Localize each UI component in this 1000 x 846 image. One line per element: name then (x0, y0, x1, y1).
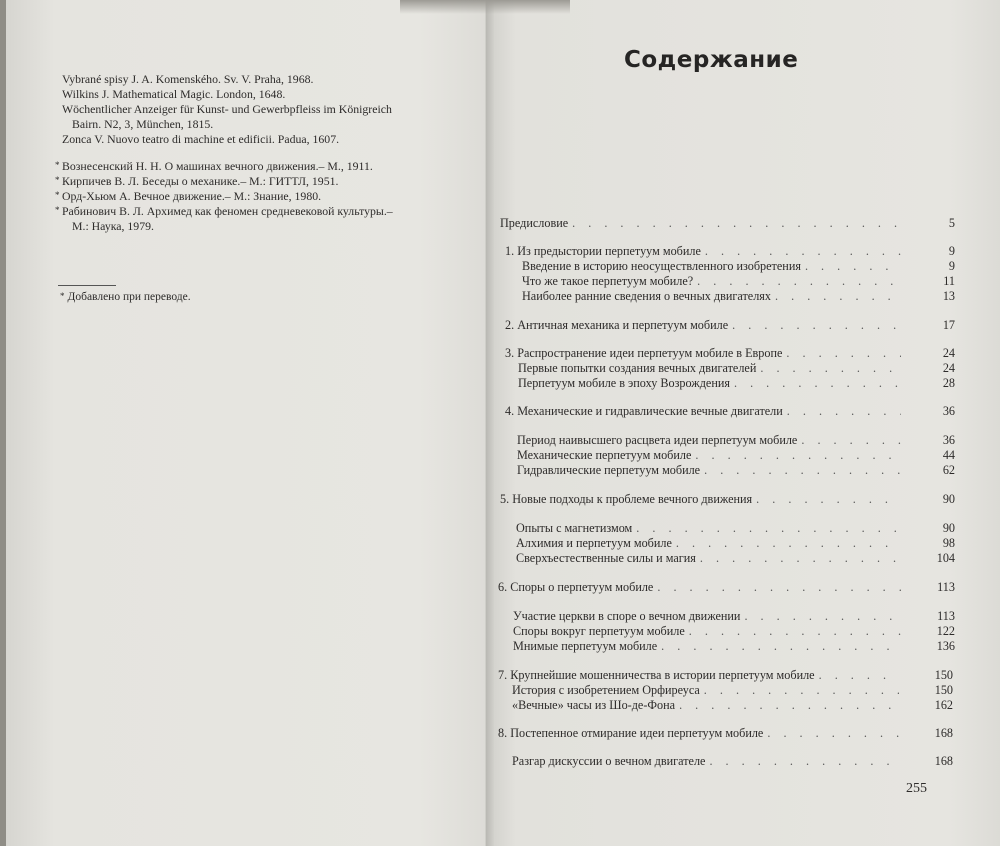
toc-page-number: 168 (934, 754, 953, 768)
toc-entry-label: Наиболее ранние сведения о вечных двигателях (522, 289, 771, 303)
leader-dots (819, 668, 899, 683)
toc-entry-label: 3. Распространение идеи перпетуум мобиле в Европе (505, 346, 783, 360)
toc-chapter (505, 318, 955, 333)
toc-page-number: 9 (948, 244, 955, 258)
leader-dots (732, 318, 901, 333)
toc-entry (500, 216, 955, 231)
leader-dots (636, 521, 901, 536)
toc-page-number: 150 (934, 668, 953, 682)
toc-page-number: 5 (948, 216, 955, 230)
toc-entry-label: Механические перпетуум мобиле (517, 448, 692, 462)
leader-dots (695, 448, 901, 463)
bibliography-entry (55, 159, 373, 174)
toc-entry-label: Предисловие (500, 216, 569, 230)
toc-page-number: 28 (942, 376, 955, 390)
footnote-marker: * (55, 175, 60, 185)
toc-entry-label: Первые попытки создания вечных двигателей (518, 361, 757, 375)
toc-section (518, 361, 955, 376)
leader-dots (756, 492, 901, 507)
toc-page-number: 36 (942, 433, 955, 447)
toc-chapter (505, 244, 955, 259)
leader-dots (775, 289, 901, 304)
toc-entry-label: Опыты с магнетизмом (516, 521, 633, 535)
toc-page-number: 36 (942, 404, 955, 418)
toc-page-number: 122 (936, 624, 955, 638)
footnote-marker: * (55, 160, 60, 170)
toc-chapter (505, 346, 955, 361)
toc-chapter (498, 668, 953, 683)
page-number: 255 (906, 781, 927, 796)
toc-entry-label: «Вечные» часы из Шо-де-Фона (512, 698, 676, 712)
toc-section (513, 609, 955, 624)
page-title: Содержание (624, 47, 799, 73)
toc-section (522, 274, 955, 289)
toc-section (522, 289, 955, 304)
toc-page-number: 168 (934, 726, 953, 740)
leader-dots (704, 683, 899, 698)
toc-entry-label: Введение в историю неосуществленного изобретения (522, 259, 801, 273)
toc-page-number: 90 (942, 492, 955, 506)
bibliography-entry-text: Орд-Хьюм А. Вечное движение.– М.: Знание, 1980. (62, 189, 322, 203)
toc-entry-label: 5. Новые подходы к проблеме вечного движения (500, 492, 753, 506)
toc-entry-label: 4. Механические и гидравлические вечные двигатели (505, 404, 783, 418)
toc-page-number: 24 (942, 346, 955, 360)
toc-section (517, 463, 955, 478)
bibliography-entry: Zonca V. Nuovo teatro di machine et edificii. Padua, 1607. (62, 132, 340, 146)
leader-dots (767, 726, 899, 741)
toc-page-number: 136 (936, 639, 955, 653)
leader-dots (661, 639, 901, 654)
toc-entry-label: Сверхъестественные силы и магия (516, 551, 696, 565)
leader-dots (805, 259, 901, 274)
toc-section (516, 521, 955, 536)
toc-page-number: 13 (942, 289, 955, 303)
toc-entry-label: Алхимия и перпетуум мобиле (516, 536, 672, 550)
toc-page-number: 162 (934, 698, 953, 712)
toc-page-number: 24 (942, 361, 955, 375)
toc-entry-label: 1. Из предыстории перпетуум мобиле (505, 244, 701, 258)
toc-entry-label: 2. Античная механика и перпетуум мобиле (505, 318, 729, 332)
leader-dots (679, 698, 899, 713)
toc-page-number: 90 (942, 521, 955, 535)
leader-dots (787, 404, 901, 419)
footnote-marker: * (60, 291, 65, 301)
leader-dots (709, 754, 899, 769)
bibliography-entry-text: Вознесенский Н. Н. О машинах вечного движения.– М., 1911. (62, 159, 373, 173)
toc-entry-label: Мнимые перпетуум мобиле (513, 639, 658, 653)
leader-dots (744, 609, 901, 624)
bibliography-entry-continuation: Bairn. N2, 3, München, 1815. (72, 117, 214, 131)
toc-page-number: 17 (942, 318, 955, 332)
page-edge-shadow (400, 0, 570, 14)
right-page (485, 0, 1000, 846)
toc-entry-label: Гидравлические перпетуум мобиле (517, 463, 701, 477)
leader-dots (697, 274, 901, 289)
toc-section (517, 433, 955, 448)
toc-page-number: 62 (942, 463, 955, 477)
bibliography-entry: Wöchentlicher Anzeiger für Kunst- und Gewerbpfleiss im Königreich (62, 102, 392, 116)
leader-dots (676, 536, 901, 551)
leader-dots (760, 361, 901, 376)
bibliography-entry-continuation: М.: Наука, 1979. (72, 219, 154, 233)
leader-dots (657, 580, 901, 595)
toc-page-number: 113 (937, 609, 955, 623)
toc-page-number: 98 (942, 536, 955, 550)
leader-dots (786, 346, 901, 361)
toc-chapter (500, 492, 955, 507)
toc-chapter (505, 404, 955, 419)
toc-entry-label: 8. Постепенное отмирание идеи перпетуум мобиле (498, 726, 764, 740)
toc-entry-label: 6. Споры о перпетуум мобиле (498, 580, 654, 594)
leader-dots (705, 244, 901, 259)
toc-page-number: 9 (948, 259, 955, 273)
bibliography-entry (55, 189, 322, 204)
leader-dots (689, 624, 901, 639)
toc-section (516, 551, 955, 566)
toc-entry-label: 7. Крупнейшие мошенничества в истории перпетуум мобиле (498, 668, 815, 682)
toc-chapter (498, 580, 955, 595)
bibliography-entry-text: Рабинович В. Л. Архимед как феномен средневековой культуры.– (62, 204, 393, 218)
toc-section (522, 259, 955, 274)
bibliography-entry (55, 174, 339, 189)
toc-entry-label: Что же такое перпетуум мобиле? (522, 274, 694, 288)
toc-page-number: 11 (943, 274, 955, 288)
toc-section (518, 376, 955, 391)
leader-dots (801, 433, 901, 448)
leader-dots (572, 216, 901, 231)
toc-entry-label: Разгар дискуссии о вечном двигателе (512, 754, 706, 768)
toc-section (513, 624, 955, 639)
leader-dots (700, 551, 901, 566)
bibliography-entry (55, 204, 393, 219)
footnote-divider (58, 285, 116, 286)
leader-dots (734, 376, 901, 391)
toc-entry-label: Участие церкви в споре о вечном движении (513, 609, 741, 623)
toc-page-number: 44 (942, 448, 955, 462)
toc-chapter (498, 726, 953, 741)
footnote-marker: * (55, 205, 60, 215)
book-gutter (486, 0, 494, 846)
toc-entry-label: Период наивысшего расцвета идеи перпетуум мобиле (517, 433, 798, 447)
footnote-marker: * (55, 190, 60, 200)
toc-section (512, 754, 953, 769)
toc-section (516, 536, 955, 551)
bibliography-entry-text: Кирпичев В. Л. Беседы о механике.– М.: ГИТТЛ, 1951. (62, 174, 339, 188)
toc-page-number: 150 (934, 683, 953, 697)
footnote-text: Добавлено при переводе. (67, 291, 191, 303)
toc-page-number: 113 (937, 580, 955, 594)
toc-page-number: 104 (936, 551, 955, 565)
toc-section (512, 683, 953, 698)
footnote (60, 291, 191, 303)
toc-section (517, 448, 955, 463)
toc-entry-label: Перпетуум мобиле в эпоху Возрождения (518, 376, 730, 390)
toc-entry-label: Споры вокруг перпетуум мобиле (513, 624, 685, 638)
toc-section (512, 698, 953, 713)
bibliography-entry: Vybrané spisy J. A. Komenského. Sv. V. Praha, 1968. (62, 72, 314, 86)
toc-section (513, 639, 955, 654)
leader-dots (704, 463, 901, 478)
bibliography-entry: Wilkins J. Mathematical Magic. London, 1648. (62, 87, 286, 101)
toc-entry-label: История с изобретением Орфиреуса (512, 683, 700, 697)
